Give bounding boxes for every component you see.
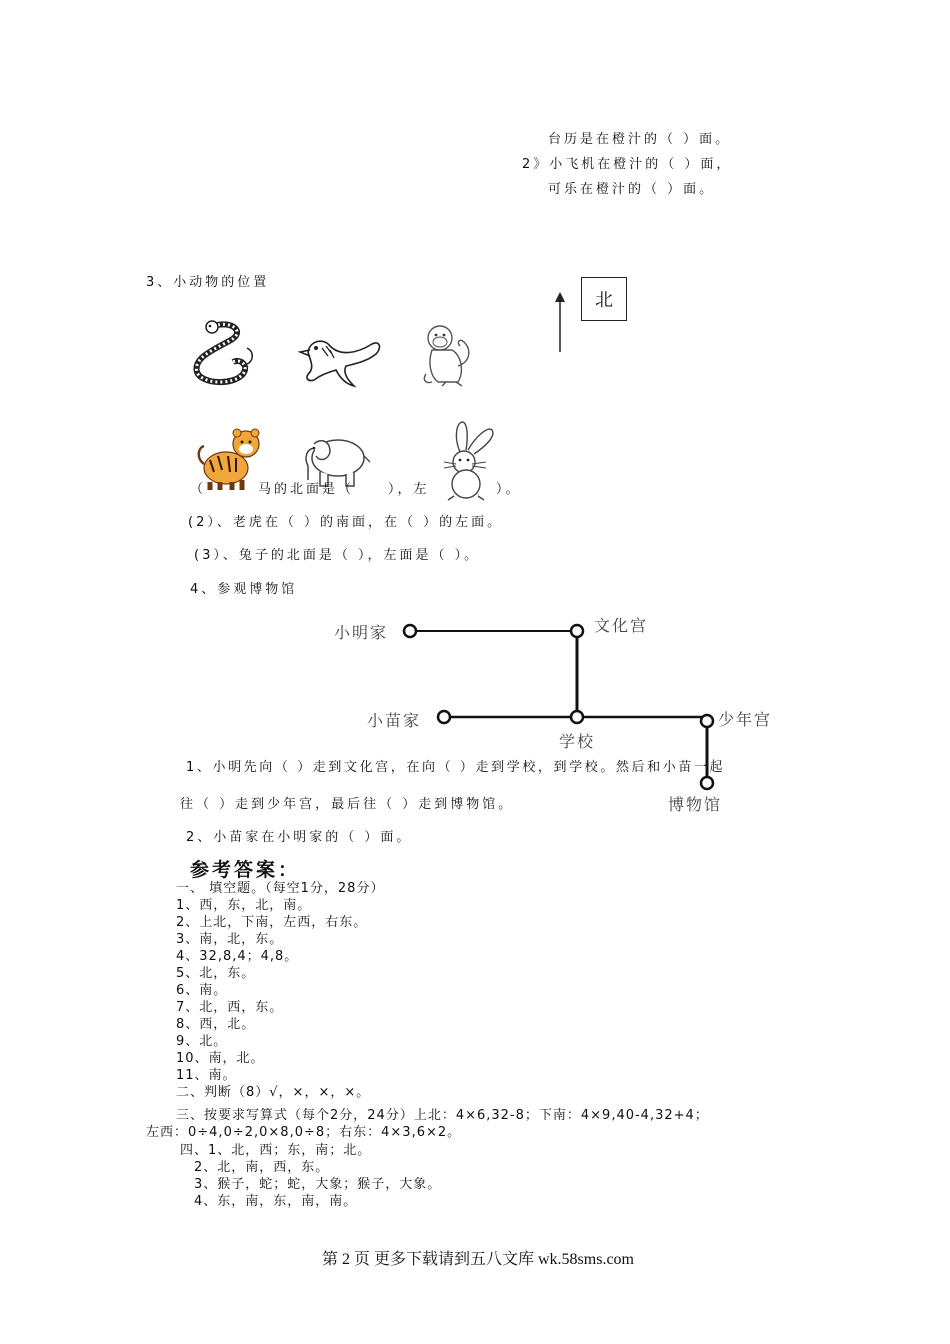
label-school: 学校 (559, 732, 596, 751)
question-rabbit: (3）、兔子的北面是（ ），左面是（ ）。 (194, 548, 481, 563)
rabbit-icon (430, 418, 500, 502)
answer-section4-2: 2、北，南，西，东。 (194, 1160, 330, 1175)
page-footer: 第 2 页 更多下载请到五八文库 wk.58sms.com (322, 1251, 635, 1268)
question-tiger: (2）、老虎在（ ）的南面，在（ ）的左面。 (188, 515, 504, 530)
school-node (571, 711, 583, 723)
museum-node (701, 777, 713, 789)
answer-line: 9、北。 (176, 1034, 228, 1049)
youth-palace-node (701, 715, 713, 727)
label-museum: 博物馆 (668, 795, 723, 814)
monkey-icon (418, 322, 476, 388)
answer-line: 二、判断（8）√，×，×，×。 (176, 1085, 371, 1100)
question-cola: 可乐在橙汁的（ ）面。 (548, 182, 716, 197)
answer-line: 3、南，北，东。 (176, 932, 284, 947)
culture-palace-node (571, 625, 583, 637)
section4-title: 4、参观博物馆 (190, 582, 298, 597)
bird-icon (296, 330, 384, 390)
label-culture-palace: 文化宫 (594, 616, 649, 635)
question-calendar: 台历是在橙汁的（ ）面。 (548, 132, 732, 147)
q1-part-d: ）。 (496, 482, 522, 497)
label-youth-palace: 少年宫 (718, 710, 773, 729)
answer-section4-4: 4、东，南，东，南，南。 (194, 1194, 358, 1209)
xiaoming-home-node (404, 625, 416, 637)
answer-section3-a: 三、按要求写算式（每个2分，24分）上北：4×6,32-8；下南：4×9,40-4,32+4； (176, 1108, 709, 1123)
snake-icon (183, 318, 261, 390)
q1-part-b: 马的北面是（ (258, 482, 355, 497)
q1-part-c: ），左 (388, 482, 430, 497)
answers-list (176, 880, 384, 1101)
answer-line: 8、西，北。 (176, 1017, 256, 1032)
answer-section4-3: 3、猴子，蛇；蛇，大象；猴子，大象。 (194, 1177, 442, 1192)
north-label: 北 (595, 290, 613, 311)
route-question-2: 2、小苗家在小明家的（ ）面。 (186, 830, 413, 845)
label-xiaomiao-home: 小苗家 (367, 711, 422, 730)
answer-line: 11、南。 (176, 1068, 237, 1083)
answer-line: 1、西，东，北，南。 (176, 898, 312, 913)
route-question-1b: 往（ ）走到少年宫，最后往（ ）走到博物馆。 (180, 797, 515, 812)
answer-line: 4、32,8,4；4,8。 (176, 949, 299, 964)
question-airplane: 2》小飞机在橙汁的（ ）面， (522, 157, 733, 172)
answer-line: 6、南。 (176, 983, 228, 998)
answer-section3-b: 左西：0÷4,0÷2,0×8,0÷8；右东：4×3,6×2。 (146, 1125, 462, 1140)
answer-line: 一、 填空题。（每空1分，28分） (176, 881, 385, 896)
north-arrow-icon (552, 292, 568, 354)
answer-section4-1: 四、1、北，西；东，南；北。 (180, 1143, 372, 1158)
answer-line: 5、北，东。 (176, 966, 256, 981)
xiaomiao-home-node (438, 711, 450, 723)
section3-title: 3、小动物的位置 (146, 275, 270, 290)
answer-line: 10、南，北。 (176, 1051, 265, 1066)
label-xiaoming-home: 小明家 (334, 623, 389, 642)
answers-title: 参考答案： (190, 859, 301, 881)
answer-line: 2、上北，下南，左西，右东。 (176, 915, 368, 930)
north-label-box (581, 277, 627, 321)
route-question-1a: 1、小明先向（ ）走到文化宫，在向（ ）走到学校，到学校。然后和小苗一起 (186, 760, 726, 775)
q1-part-a: （ (190, 482, 207, 497)
answer-line: 7、北，西，东。 (176, 1000, 284, 1015)
